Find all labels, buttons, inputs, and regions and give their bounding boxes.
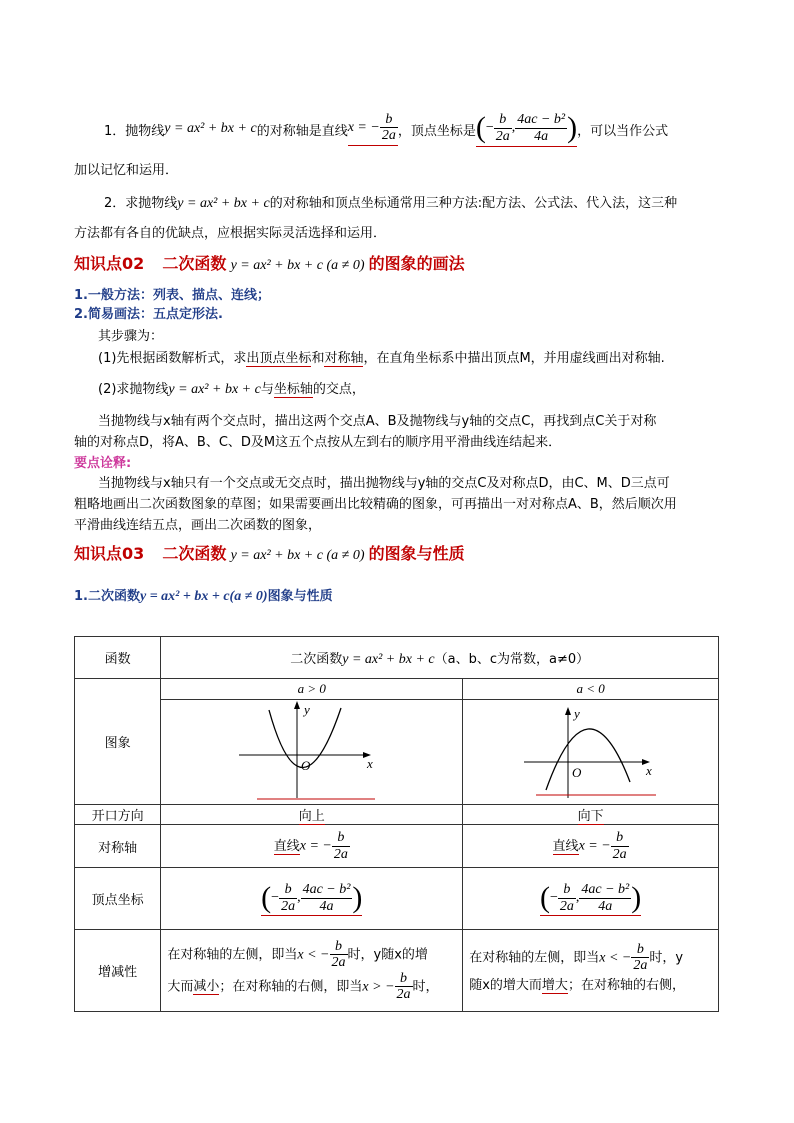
mono-text: 随x的增大而 [469,978,542,994]
para-2-text: 的对称轴和顶点坐标通常用三种方法:配方法、公式法、代入法，这三种 [269,196,678,211]
step-2-text-a: (2)求抛物线 [98,382,169,397]
vertex-negative [463,868,719,930]
frac-den: 2a [495,128,510,144]
mono-text: ；在对称轴的右侧， [567,978,685,994]
vertex-formula [261,881,362,916]
mono-negative-line-1 [469,942,712,974]
table-row-graph [75,700,719,805]
vertex-minus: − [549,890,558,905]
subheading-equation: y = ax² + bx + c(a ≠ 0) [139,589,268,604]
step-1-text-c: ，在直角坐标系中描出顶点M，并用虚线画出对称轴. [363,351,665,366]
frac-den: 4a [534,128,549,144]
axis-negative [463,825,719,868]
function-pre: 二次函数 [290,651,343,667]
mono-negative [463,930,719,1012]
step-2-underline: 坐标轴 [273,382,313,397]
graph-cell-positive [161,700,463,805]
step-para-line-1: 当抛物线与x轴有两个交点时，描出这两个交点A、B及抛物线与y轴的交点C，再找到点C关于对称 [98,414,657,429]
heading-text-2: 的图象的画法 [368,254,465,273]
mono-text: 时，y随x的增 [347,947,428,963]
opening-down [463,805,719,825]
mono-math: x < − [297,947,330,963]
mono-increase: 增大 [541,978,568,994]
step-1-text-b: 和 [311,351,325,366]
para-2-line-1 [104,192,677,212]
function-equation: y = ax² + bx + c [342,651,435,667]
mono-text: 时， [412,978,439,994]
frac-num: b [494,112,512,128]
function-post: （a、b、c为常数，a≠0） [434,651,590,667]
table-row-function [75,637,719,679]
heading-equation: y = ax² + bx + c (a ≠ 0) [230,548,365,563]
row-label-axis: 对称轴 [75,825,161,868]
vertex-comma: , [297,890,301,905]
para-2-line-2: 方法都有各自的优缺点，应根据实际灵活选择和运用． [74,226,387,241]
vertex-minus: − [271,890,280,905]
mono-math: x < − [599,950,632,965]
vertex-x-fraction [494,112,512,144]
header-a-negative: a < 0 [463,679,719,700]
vertex-x-fraction [558,882,576,914]
step-para-line-2: 轴的对称点D，将A、B、C、D及M这五个点按从左到右的顺序用平滑曲线连结起来． [74,435,562,450]
left-paren: ( [261,881,272,914]
vertex-formula [540,881,641,916]
right-paren: ) [631,881,642,914]
section-heading-02 [74,251,465,274]
table-row-sign [75,679,719,700]
frac-den: 2a [612,846,627,862]
frac-num: 4ac − b² [517,112,566,128]
vertex-minus: − [485,120,494,135]
mono-text: ；在对称轴的右侧，即当 [219,978,363,994]
note-line-1: 当抛物线与x轴只有一个交点或无交点时，描出抛物线与y轴的交点C及对称点D，由C、M、D三点可 [98,476,670,491]
y-axis-label: y [303,702,310,717]
frac-num: b [380,112,398,128]
vertex-y-fraction [579,882,631,914]
frac-den: 2a [396,986,411,1002]
header-a-positive: a > 0 [161,679,463,700]
para-1-text-b: ，顶点坐标是 [397,123,476,139]
mono-positive-line-2 [167,971,456,1003]
note-line-2: 粗略地画出二次函数图象的草图；如果需要画出比较精确的图象，可再描出一对对称点A、B，然后顺次用 [74,497,677,512]
frac-den: 2a [633,958,648,973]
frac-den: 2a [559,898,574,914]
y-arrow [294,701,300,709]
para-1-line-1 [104,104,668,154]
fraction-b-over-2a [330,939,348,971]
frac-num: b [611,830,629,846]
frac-num: 4ac − b² [581,882,630,898]
row-label-function: 函数 [75,637,161,679]
subheading-text-2: 图象与性质 [267,589,333,604]
note-line-3: 平滑曲线连结五点，画出二次函数的图象， [74,518,322,533]
table-row-axis [75,825,719,868]
heading-label: 知识点02 [74,254,145,273]
table-row-vertex [75,868,719,930]
para-1-text-c: ，可以当作公式 [577,123,669,139]
steps-intro: 其步骤为： [98,329,164,344]
frac-den: 4a [319,898,334,914]
heading-equation: y = ax² + bx + c (a ≠ 0) [230,258,365,273]
step-1 [98,347,665,366]
mono-text: 时，y [649,950,684,965]
origin-label: O [300,758,311,773]
opening-down-text: 向下 [577,809,604,824]
axis-eq: x = − [578,838,611,854]
subheading-1 [74,585,333,605]
fraction-b-over-2a [332,830,350,862]
subheading-text: 1.二次函数 [74,589,140,604]
para-1-number: 1．抛物线 [104,123,165,139]
heading-text-2: 的图象与性质 [368,544,465,563]
axis-lhs: x = − [347,119,380,135]
opening-up [161,805,463,825]
fraction-b-over-2a [380,112,398,144]
downward-parabola-graph [516,700,666,800]
x-axis-label: x [366,756,373,771]
frac-num: b [395,971,413,987]
table-row-opening [75,805,719,825]
y-axis-label: y [573,706,580,721]
para-1-text-a: 的对称轴是直线 [256,123,348,139]
axis-word: 直线 [273,838,300,854]
axis-eq: x = − [299,838,332,854]
fraction-b-over-2a [631,942,649,974]
frac-den: 2a [281,898,296,914]
row-label-graph: 图象 [75,679,161,805]
row-label-monotonicity: 增减性 [75,930,161,1012]
y-arrow [565,707,571,715]
frac-den: 2a [381,128,396,143]
right-paren: ) [352,881,363,914]
step-2-equation: y = ax² + bx + c [168,382,261,397]
x-axis-label: x [645,763,652,778]
step-2 [98,378,365,398]
mono-text: 在对称轴的左侧，即当 [167,947,298,963]
upward-parabola-graph [237,700,387,800]
note-label: 要点诠释: [74,456,132,471]
row-label-vertex: 顶点坐标 [75,868,161,930]
step-1-underline-axis: 对称轴 [324,351,364,366]
para-1-line-2: 加以记忆和运用． [74,163,179,178]
vertex-y-fraction [301,882,353,914]
mono-positive [161,930,463,1012]
frac-num: b [631,942,649,958]
frac-num: 4ac − b² [302,882,351,898]
frac-den: 4a [598,898,613,914]
step-1-underline-vertex: 出顶点坐标 [246,351,312,366]
step-2-text-b: 与 [260,382,274,397]
row-label-opening: 开口方向 [75,805,161,825]
axis-positive [161,825,463,868]
mono-positive-line-1 [167,939,456,971]
mono-decrease: 减小 [193,978,220,994]
heading-text: 二次函数 [162,254,227,273]
vertex-comma: , [575,890,580,905]
left-paren: ( [539,881,550,914]
vertex-formula [476,111,577,147]
frac-num: b [558,882,576,898]
mono-text: 在对称轴的左侧，即当 [469,950,600,965]
function-definition [161,637,719,679]
axis-word: 直线 [552,838,579,854]
step-1-text-a: (1)先根据函数解析式，求 [98,351,247,366]
graph-cell-negative [463,700,719,805]
frac-num: b [279,882,297,898]
table-row-monotonicity [75,930,719,1012]
origin-label: O [571,765,581,780]
frac-num: b [332,830,350,846]
step-2-text-c: 的交点， [312,382,365,397]
frac-num: b [330,939,348,955]
fraction-b-over-2a [611,830,629,862]
opening-up-text: 向上 [298,809,325,824]
frac-den: 2a [333,846,348,862]
section-heading-03 [74,541,465,564]
parabola-equation: y = ax² + bx + c [164,121,257,136]
right-paren: ) [567,111,578,144]
parabola-equation: y = ax² + bx + c [177,196,270,211]
method-general: 1.一般方法：列表、描点、连线； [74,288,270,303]
vertex-x-fraction [279,882,297,914]
fraction-b-over-2a [395,971,413,1003]
heading-text: 二次函数 [162,544,227,563]
frac-den: 2a [331,955,346,971]
left-paren: ( [475,111,486,144]
mono-negative-line-2 [469,973,712,999]
heading-label: 知识点03 [74,544,145,563]
parabola-curve [546,729,630,790]
vertex-y-fraction [515,112,567,144]
axis-formula [348,112,398,147]
vertex-positive [161,868,463,930]
mono-text: 大而 [167,978,194,994]
vertex-comma: , [511,120,516,135]
mono-math: x > − [362,978,395,994]
properties-table [74,636,719,1012]
para-2-number: 2．求抛物线 [104,196,178,211]
method-simple: 2.简易画法：五点定形法. [74,307,223,322]
